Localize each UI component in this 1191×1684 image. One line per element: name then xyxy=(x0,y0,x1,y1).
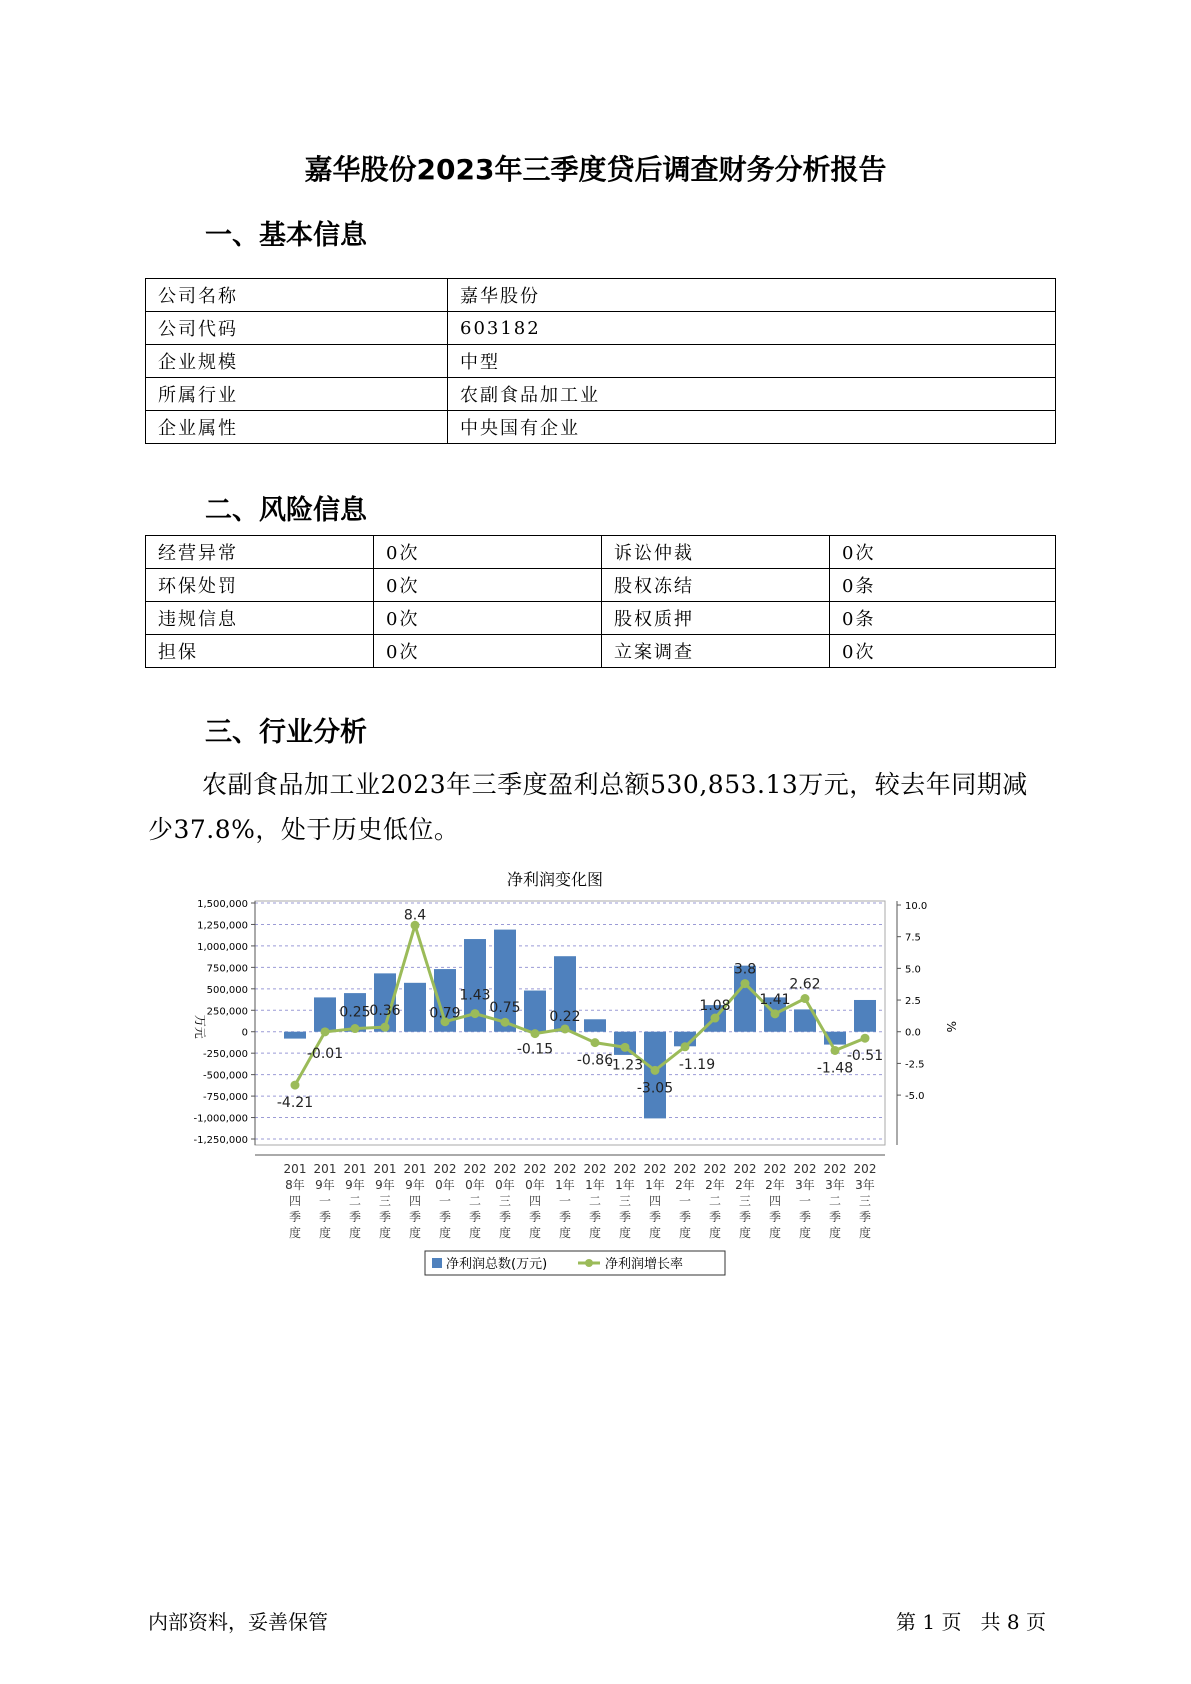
x-axis-tick-label: 度 xyxy=(558,1226,572,1240)
x-axis-tick-label: 202 xyxy=(823,1162,847,1176)
bar xyxy=(494,930,516,1032)
x-axis-tick-label: 2年 xyxy=(735,1178,755,1192)
x-axis-tick-label: 二 xyxy=(348,1194,362,1208)
data-label: -1.48 xyxy=(816,1060,854,1077)
basic-info-label: 公司名称 xyxy=(146,279,448,312)
x-axis-tick-label: 季 xyxy=(288,1210,302,1224)
x-axis-tick-label: 四 xyxy=(288,1194,302,1208)
x-axis-tick-label: 季 xyxy=(318,1210,332,1224)
x-axis-tick-label: 202 xyxy=(763,1162,787,1176)
x-axis-tick-label: 三 xyxy=(618,1194,632,1208)
x-axis-tick-label: 度 xyxy=(708,1226,722,1240)
x-axis-tick-label: 202 xyxy=(853,1162,877,1176)
x-axis-tick-label: 季 xyxy=(708,1210,722,1224)
x-axis-tick-label: 度 xyxy=(408,1226,422,1240)
growth-rate-point xyxy=(741,979,750,988)
data-label: -0.86 xyxy=(576,1052,614,1069)
x-axis-tick-label: 202 xyxy=(793,1162,817,1176)
basic-info-value: 嘉华股份 xyxy=(448,279,1056,312)
data-label: 2.62 xyxy=(789,976,821,993)
x-axis-tick-label: 三 xyxy=(498,1194,512,1208)
y-axis-tick-label: 750,000 xyxy=(206,963,248,975)
x-axis-tick-label: 季 xyxy=(618,1210,632,1224)
legend-swatch-marker xyxy=(585,1259,593,1267)
basic-info-row xyxy=(146,345,1056,378)
x-axis-tick-label: 8年 xyxy=(285,1178,305,1192)
x-axis-tick-label: 度 xyxy=(588,1226,602,1240)
risk-info-row xyxy=(146,536,1056,569)
x-axis-tick-label: 3年 xyxy=(795,1178,815,1192)
growth-rate-point xyxy=(711,1014,720,1023)
y-axis-tick-label: -500,000 xyxy=(203,1070,248,1082)
x-axis-tick-label: 四 xyxy=(768,1194,782,1208)
risk-info-value: 0次 xyxy=(374,635,602,668)
data-label: -3.05 xyxy=(636,1080,674,1097)
bar xyxy=(584,1019,606,1031)
risk-info-row xyxy=(146,602,1056,635)
x-axis-tick-label: 202 xyxy=(673,1162,697,1176)
x-axis-tick-label: 一 xyxy=(798,1194,812,1208)
x-axis-tick-label: 度 xyxy=(648,1226,662,1240)
data-label: 3.8 xyxy=(733,961,757,978)
y-axis-tick-label: -250,000 xyxy=(203,1049,248,1061)
x-axis-tick-label: 季 xyxy=(438,1210,452,1224)
x-axis-tick-label: 二 xyxy=(468,1194,482,1208)
section-basic-info-heading: 一、基本信息 xyxy=(205,220,367,251)
data-label: -0.01 xyxy=(306,1045,344,1062)
basic-info-value: 中型 xyxy=(448,345,1056,378)
x-axis-tick-label: 1年 xyxy=(645,1178,665,1192)
x-axis-tick-label: 季 xyxy=(798,1210,812,1224)
legend-label-bars: 净利润总数(万元) xyxy=(446,1257,548,1272)
data-label: -0.15 xyxy=(516,1041,554,1058)
y2-axis-label: % xyxy=(944,1021,958,1033)
x-axis-tick-label: 0年 xyxy=(525,1178,545,1192)
x-axis-tick-label: 三 xyxy=(378,1194,392,1208)
y-axis-tick-label: 500,000 xyxy=(206,984,248,996)
basic-info-value: 603182 xyxy=(448,312,1056,345)
data-label: 0.36 xyxy=(369,1003,401,1020)
x-axis-tick-label: 度 xyxy=(288,1226,302,1240)
x-axis-tick-label: 9年 xyxy=(405,1178,425,1192)
industry-analysis-paragraph: 农副食品加工业2023年三季度盈利总额530,853.13万元，较去年同期减少37.8%，处于历史低位。 xyxy=(148,770,1028,844)
x-axis-tick-label: 202 xyxy=(613,1162,637,1176)
x-axis-tick-label: 度 xyxy=(528,1226,542,1240)
x-axis-tick-label: 四 xyxy=(528,1194,542,1208)
x-axis-tick-label: 度 xyxy=(318,1226,332,1240)
growth-rate-point xyxy=(471,1009,480,1018)
y2-axis-tick-label: 10.0 xyxy=(905,901,928,912)
x-axis-tick-label: 四 xyxy=(648,1194,662,1208)
x-axis-tick-label: 度 xyxy=(378,1226,392,1240)
x-axis-tick-label: 季 xyxy=(528,1210,542,1224)
x-axis-tick-label: 季 xyxy=(408,1210,422,1224)
x-axis-tick-label: 一 xyxy=(558,1194,572,1208)
risk-info-label: 违规信息 xyxy=(146,602,374,635)
risk-info-value: 0次 xyxy=(830,635,1056,668)
data-label: 1.08 xyxy=(699,998,731,1015)
x-axis-tick-label: 度 xyxy=(858,1226,872,1240)
x-axis-tick-label: 三 xyxy=(738,1194,752,1208)
y-axis-tick-label: 1,250,000 xyxy=(197,920,248,932)
risk-info-label: 立案调查 xyxy=(602,635,830,668)
basic-info-row xyxy=(146,312,1056,345)
x-axis-tick-label: 201 xyxy=(313,1162,337,1176)
risk-info-table xyxy=(145,535,1056,668)
x-axis-tick-label: 季 xyxy=(348,1210,362,1224)
x-axis-tick-label: 二 xyxy=(588,1194,602,1208)
y2-axis-tick-label: 5.0 xyxy=(905,964,921,976)
legend-label-line: 净利润增长率 xyxy=(605,1257,684,1272)
risk-info-label: 担保 xyxy=(146,635,374,668)
bar xyxy=(404,983,426,1032)
x-axis-tick-label: 季 xyxy=(678,1210,692,1224)
y-axis-tick-label: -1,000,000 xyxy=(193,1113,248,1125)
y-axis-tick-label: -750,000 xyxy=(203,1092,248,1104)
x-axis-tick-label: 201 xyxy=(403,1162,427,1176)
x-axis-tick-label: 2年 xyxy=(705,1178,725,1192)
x-axis-tick-label: 1年 xyxy=(585,1178,605,1192)
x-axis-tick-label: 202 xyxy=(433,1162,457,1176)
growth-rate-point xyxy=(801,994,810,1003)
x-axis-tick-label: 202 xyxy=(583,1162,607,1176)
risk-info-value: 0条 xyxy=(830,569,1056,602)
risk-info-label: 经营异常 xyxy=(146,536,374,569)
data-label: 0.25 xyxy=(339,1004,371,1021)
net-profit-chart xyxy=(180,865,1050,1335)
x-axis-tick-label: 9年 xyxy=(375,1178,395,1192)
x-axis-tick-label: 季 xyxy=(498,1210,512,1224)
x-axis-tick-label: 1年 xyxy=(555,1178,575,1192)
growth-rate-point xyxy=(591,1038,600,1047)
x-axis-tick-label: 季 xyxy=(648,1210,662,1224)
x-axis-tick-label: 度 xyxy=(618,1226,632,1240)
chart-title: 净利润变化图 xyxy=(506,870,604,889)
x-axis-tick-label: 202 xyxy=(643,1162,667,1176)
risk-info-label: 环保处罚 xyxy=(146,569,374,602)
y2-axis-tick-label: 7.5 xyxy=(905,932,921,944)
growth-rate-point xyxy=(831,1046,840,1055)
risk-info-value: 0条 xyxy=(830,602,1056,635)
x-axis-tick-label: 2年 xyxy=(765,1178,785,1192)
growth-rate-point xyxy=(531,1029,540,1038)
data-label: -4.21 xyxy=(276,1095,314,1112)
data-label: 0.75 xyxy=(489,1000,521,1017)
y2-axis-tick-label: -2.5 xyxy=(905,1059,925,1071)
risk-info-label: 诉讼仲裁 xyxy=(602,536,830,569)
basic-info-label: 公司代码 xyxy=(146,312,448,345)
growth-rate-point xyxy=(351,1024,360,1033)
risk-info-value: 0次 xyxy=(374,602,602,635)
x-axis-tick-label: 2年 xyxy=(675,1178,695,1192)
growth-rate-point xyxy=(651,1066,660,1075)
y-axis-tick-label: 1,000,000 xyxy=(197,941,248,953)
basic-info-label: 企业规模 xyxy=(146,345,448,378)
growth-rate-point xyxy=(381,1023,390,1032)
data-label: -0.51 xyxy=(846,1048,884,1065)
y-axis-tick-label: 250,000 xyxy=(206,1006,248,1018)
growth-rate-point xyxy=(501,1018,510,1027)
risk-info-value: 0次 xyxy=(830,536,1056,569)
x-axis-tick-label: 201 xyxy=(283,1162,307,1176)
bar xyxy=(644,1032,666,1119)
growth-rate-point xyxy=(681,1042,690,1051)
x-axis-tick-label: 季 xyxy=(738,1210,752,1224)
x-axis-tick-label: 201 xyxy=(343,1162,367,1176)
growth-rate-point xyxy=(291,1081,300,1090)
x-axis-tick-label: 四 xyxy=(408,1194,422,1208)
x-axis-tick-label: 9年 xyxy=(345,1178,365,1192)
data-label: 0.79 xyxy=(429,1005,461,1022)
risk-info-row xyxy=(146,635,1056,668)
x-axis-tick-label: 201 xyxy=(373,1162,397,1176)
footer-confidential: 内部资料，妥善保管 xyxy=(148,1610,328,1634)
x-axis-tick-label: 度 xyxy=(678,1226,692,1240)
bar xyxy=(284,1032,306,1039)
y2-axis-tick-label: 0.0 xyxy=(905,1027,921,1039)
x-axis-tick-label: 202 xyxy=(463,1162,487,1176)
risk-info-value: 0次 xyxy=(374,536,602,569)
x-axis-tick-label: 1年 xyxy=(615,1178,635,1192)
x-axis-tick-label: 度 xyxy=(798,1226,812,1240)
basic-info-value: 农副食品加工业 xyxy=(448,378,1056,411)
growth-rate-point xyxy=(561,1024,570,1033)
x-axis-tick-label: 季 xyxy=(468,1210,482,1224)
footer-page-number: 第 1 页 共 8 页 xyxy=(896,1610,1046,1634)
x-axis-tick-label: 度 xyxy=(348,1226,362,1240)
x-axis-tick-label: 0年 xyxy=(495,1178,515,1192)
x-axis-tick-label: 季 xyxy=(378,1210,392,1224)
y-axis-tick-label: 0 xyxy=(241,1027,248,1039)
x-axis-tick-label: 度 xyxy=(768,1226,782,1240)
x-axis-tick-label: 一 xyxy=(438,1194,452,1208)
x-axis-tick-label: 202 xyxy=(733,1162,757,1176)
y2-axis-tick-label: 2.5 xyxy=(905,996,921,1008)
section-industry-heading: 三、行业分析 xyxy=(205,717,367,748)
basic-info-value: 中央国有企业 xyxy=(448,411,1056,444)
x-axis-tick-label: 一 xyxy=(318,1194,332,1208)
basic-info-row xyxy=(146,411,1056,444)
y2-axis-tick-label: -5.0 xyxy=(905,1091,925,1103)
growth-rate-point xyxy=(771,1009,780,1018)
x-axis-tick-label: 202 xyxy=(493,1162,517,1176)
x-axis-tick-label: 季 xyxy=(858,1210,872,1224)
growth-rate-point xyxy=(621,1043,630,1052)
x-axis-tick-label: 度 xyxy=(738,1226,752,1240)
basic-info-label: 所属行业 xyxy=(146,378,448,411)
x-axis-tick-label: 季 xyxy=(558,1210,572,1224)
data-label: 1.41 xyxy=(759,991,791,1008)
y-axis-tick-label: -1,250,000 xyxy=(193,1135,248,1146)
x-axis-tick-label: 202 xyxy=(553,1162,577,1176)
x-axis-tick-label: 季 xyxy=(588,1210,602,1224)
x-axis-tick-label: 二 xyxy=(708,1194,722,1208)
x-axis-tick-label: 202 xyxy=(703,1162,727,1176)
risk-info-label: 股权质押 xyxy=(602,602,830,635)
x-axis-tick-label: 202 xyxy=(523,1162,547,1176)
x-axis-tick-label: 3年 xyxy=(825,1178,845,1192)
x-axis-tick-label: 0年 xyxy=(435,1178,455,1192)
x-axis-tick-label: 9年 xyxy=(315,1178,335,1192)
y-axis-label: 万元 xyxy=(193,1014,207,1039)
risk-info-row xyxy=(146,569,1056,602)
x-axis-tick-label: 二 xyxy=(828,1194,842,1208)
x-axis-tick-label: 度 xyxy=(468,1226,482,1240)
basic-info-row xyxy=(146,378,1056,411)
growth-rate-point xyxy=(321,1027,330,1036)
x-axis-tick-label: 季 xyxy=(768,1210,782,1224)
report-title: 嘉华股份2023年三季度贷后调查财务分析报告 xyxy=(304,153,887,186)
y-axis-tick-label: 1,500,000 xyxy=(197,899,248,910)
x-axis-tick-label: 季 xyxy=(828,1210,842,1224)
section-risk-info-heading: 二、风险信息 xyxy=(205,495,367,526)
basic-info-row xyxy=(146,279,1056,312)
risk-info-label: 股权冻结 xyxy=(602,569,830,602)
x-axis-tick-label: 三 xyxy=(858,1194,872,1208)
data-label: 8.4 xyxy=(403,907,427,924)
bar xyxy=(314,997,336,1031)
x-axis-tick-label: 一 xyxy=(678,1194,692,1208)
x-axis-tick-label: 0年 xyxy=(465,1178,485,1192)
legend-swatch-bars xyxy=(432,1258,442,1268)
x-axis-tick-label: 3年 xyxy=(855,1178,875,1192)
x-axis-tick-label: 度 xyxy=(498,1226,512,1240)
risk-info-value: 0次 xyxy=(374,569,602,602)
x-axis-tick-label: 度 xyxy=(828,1226,842,1240)
data-label: 1.43 xyxy=(459,987,491,1004)
basic-info-table xyxy=(145,278,1056,444)
data-label: 0.22 xyxy=(549,1008,581,1025)
data-label: -1.23 xyxy=(606,1057,644,1074)
x-axis-tick-label: 度 xyxy=(438,1226,452,1240)
basic-info-label: 企业属性 xyxy=(146,411,448,444)
bar xyxy=(854,1000,876,1032)
bar xyxy=(524,991,546,1032)
data-label: -1.19 xyxy=(678,1056,716,1073)
growth-rate-point xyxy=(861,1034,870,1043)
